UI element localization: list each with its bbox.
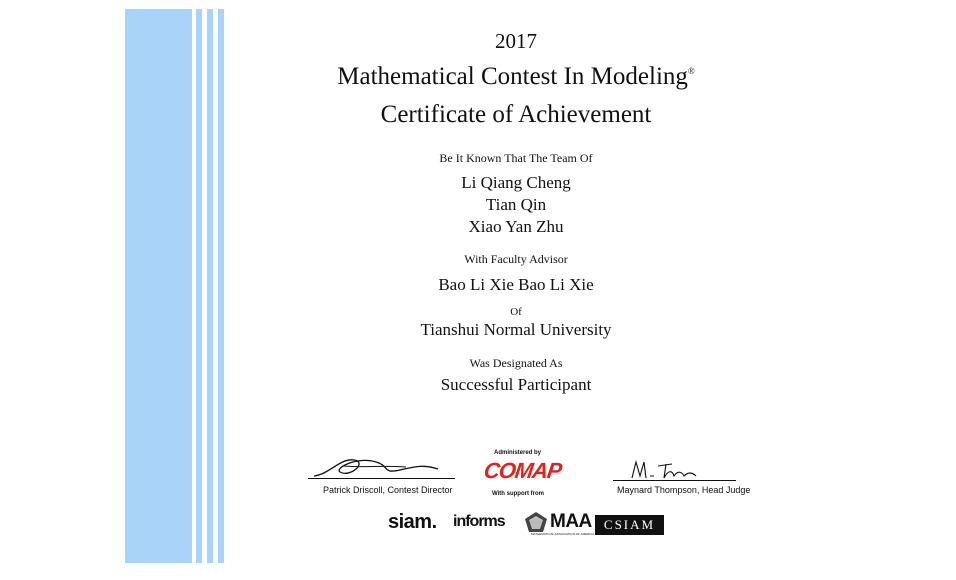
siam-logo: siam.	[388, 511, 437, 533]
maa-logo: MAA	[550, 511, 592, 532]
designation: Successful Participant	[440, 375, 592, 394]
director-signature-line	[308, 478, 455, 479]
comap-logo: COMAP	[482, 458, 563, 483]
stripe-thin-2	[207, 9, 213, 563]
csiam-logo: CSIAM	[595, 515, 664, 535]
stripe-thin-1	[196, 9, 202, 563]
director-label: Patrick Driscoll, Contest Director	[323, 485, 453, 495]
team-member: Xiao Yan Zhu	[468, 217, 564, 236]
informs-logo: informs	[453, 513, 505, 530]
judge-label: Maynard Thompson, Head Judge	[617, 485, 751, 495]
certificate-subtitle: Certificate of Achievement	[380, 101, 652, 128]
contest-name: Mathematical Contest In Modeling	[337, 63, 688, 90]
institution-name: Tianshui Normal University	[420, 320, 612, 339]
team-intro: Be It Known That The Team Of	[439, 151, 593, 165]
contest-title	[216, 63, 816, 91]
support-label: With support from	[492, 491, 544, 497]
advisor-name: Bao Li Xie Bao Li Xie	[438, 275, 594, 294]
designation-intro: Was Designated As	[469, 356, 563, 370]
judge-signature-line	[613, 480, 736, 481]
registered-mark: ®	[687, 66, 695, 76]
maa-subtitle: MATHEMATICAL ASSOCIATION OF AMERICA	[531, 532, 595, 536]
stripe-wide	[125, 9, 192, 563]
certificate-body	[216, 0, 816, 440]
advisor-intro: With Faculty Advisor	[464, 252, 568, 266]
of-label: Of	[510, 306, 522, 318]
team-member: Tian Qin	[485, 195, 547, 214]
administered-by-label: Administered by	[494, 450, 542, 456]
year: 2017	[495, 29, 537, 53]
maa-emblem-icon	[524, 511, 548, 533]
team-member: Li Qiang Cheng	[461, 173, 571, 192]
